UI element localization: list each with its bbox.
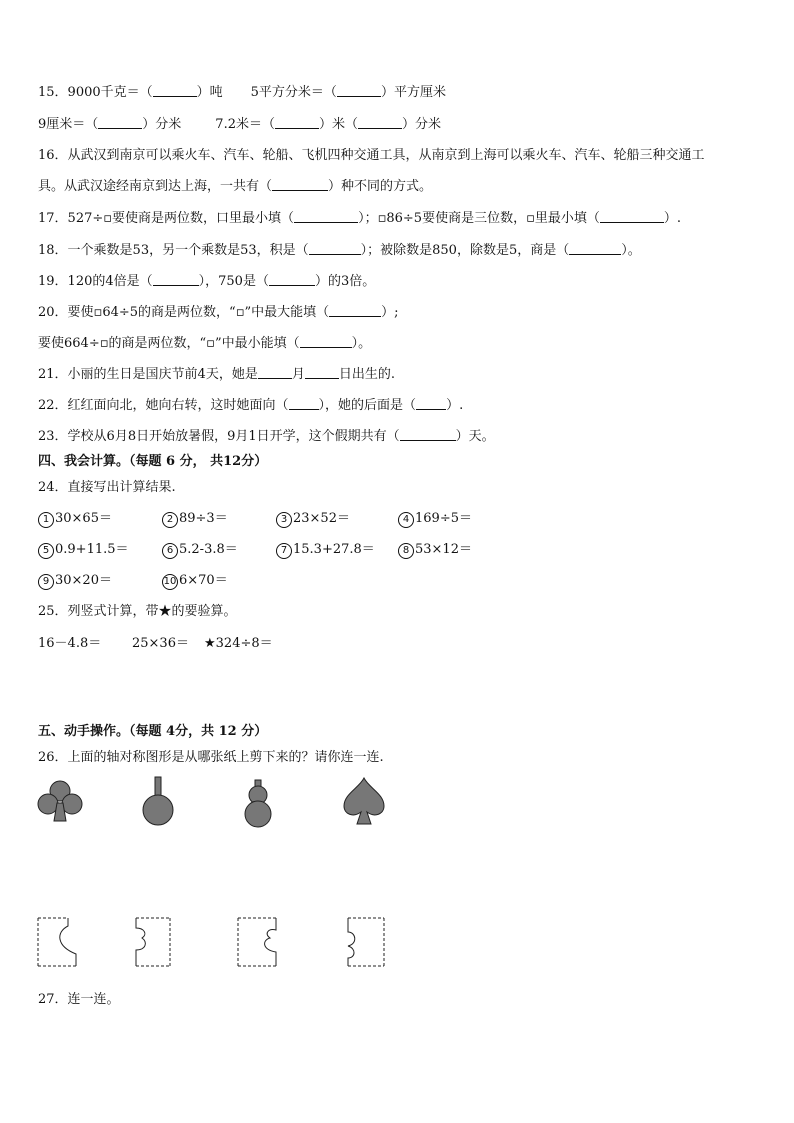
folded-paper-icon (132, 914, 176, 970)
question-18: 18．一个乘数是53，另一个乘数是53，积是（ ）；被除数是850，除数是5，商是（ ）。 (38, 243, 641, 258)
gourd-icon (240, 778, 276, 828)
spade-icon (341, 776, 387, 828)
bulb-flask-icon (140, 775, 176, 827)
calc-item: 10 6×70＝ (163, 573, 228, 588)
calc-item: 5 0.9+11.5＝ (38, 542, 129, 559)
folded-paper-icon (344, 914, 388, 970)
folded-paper-icon (36, 914, 78, 970)
question-21: 21．小丽的生日是国庆节前4天，她是 月 日出生的. (38, 367, 395, 382)
question-27-title: 27．连一连。 (38, 992, 120, 1007)
calc-item: 7 15.3+27.8＝ (276, 542, 375, 559)
calc-item: 8 53×12＝ (398, 542, 472, 559)
question-25-title: 25．列竖式计算，带★的要验算。 (38, 604, 237, 619)
question-22: 22．红红面向北，她向右转，这时她面向（ ），她的后面是（ ）. (38, 398, 464, 413)
question-20-line1: 20．要使▫64÷5的商是两位数，“▫”中最大能填（ ）; (38, 305, 399, 320)
question-17: 17．527÷▫要使商是两位数，口里最小填（ ）；▫86÷5要使商是三位数，▫里最小填（ ）. (38, 211, 682, 226)
question-15-cont: 9厘米＝（ ）分米 7.2米＝（ ）米（ ）分米 (38, 117, 442, 132)
question-15: 15．9000千克＝（ ）吨 5平方分米＝（ ）平方厘米 (38, 85, 446, 100)
vertical-calc-3: ★324÷8＝ (204, 636, 273, 651)
calc-item: 3 23×52＝ (276, 511, 350, 528)
question-19: 19．120的4倍是（ ），750是（ ）的3倍。 (38, 274, 376, 289)
question-24-title: 24．直接写出计算结果. (38, 480, 176, 495)
question-16-line2: 具。从武汉途经南京到达上海，一共有（ ）种不同的方式。 (38, 179, 433, 194)
calc-item: 1 30×65＝ (38, 511, 112, 528)
calc-item: 4 169÷5＝ (398, 511, 472, 528)
section-5-heading: 五、动手操作。（每题 4分，共 12 分） (38, 724, 268, 739)
calc-item: 9 30×20＝ (38, 573, 112, 590)
question-20-line2: 要使664÷▫的商是两位数，“▫”中最小能填（ ）。 (38, 336, 372, 351)
calc-item: 2 89÷3＝ (162, 511, 228, 528)
vertical-calc-1: 16－4.8＝ (38, 636, 102, 651)
question-26-title: 26．上面的轴对称图形是从哪张纸上剪下来的？请你连一连. (38, 750, 384, 765)
club-icon (37, 779, 83, 827)
folded-paper-icon (236, 914, 280, 970)
question-23: 23．学校从6月8日开始放暑假，9月1日开学，这个假期共有（ ）天。 (38, 429, 495, 444)
section-4-heading: 四、我会计算。（每题 6 分， 共12分） (38, 454, 268, 469)
calc-item: 6 5.2-3.8＝ (162, 542, 238, 559)
question-16-line1: 16．从武汉到南京可以乘火车、汽车、轮船、飞机四种交通工具，从南京到上海可以乘火车、汽车、轮船三种交通工 (38, 148, 705, 163)
vertical-calc-2: 25×36＝ (132, 636, 189, 651)
